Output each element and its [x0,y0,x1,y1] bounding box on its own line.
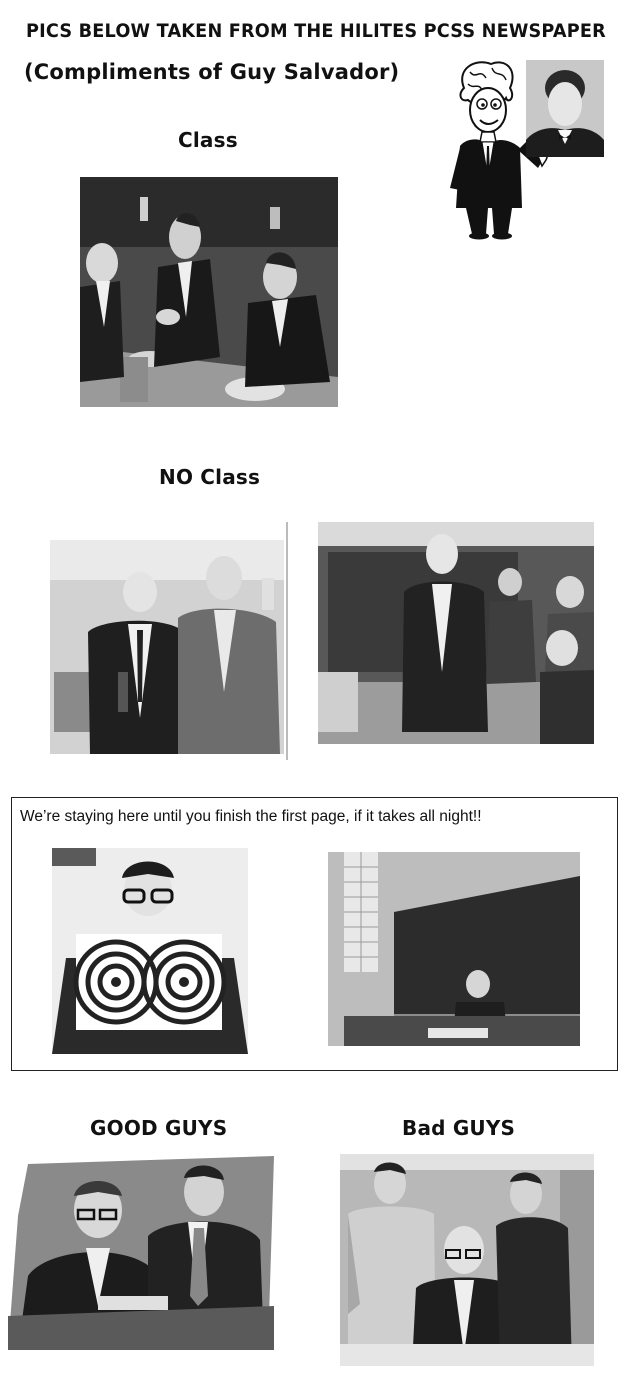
class-photo [80,177,338,407]
caption-text: We’re staying here until you finish the first page, if it takes all night!! [20,808,482,825]
no-class-photo-left [18,522,288,760]
good-guys-photo [8,1156,274,1350]
class-heading: Class [178,128,238,152]
page-title: PICS BELOW TAKEN FROM THE HILITES PCSS NEWSPAPER [26,20,606,42]
teacher-at-desk-photo [328,852,580,1046]
good-guys-heading: GOOD GUYS [90,1116,228,1140]
portrait-photo [526,60,604,157]
student-reading-photo [52,848,248,1054]
no-class-heading: NO Class [159,465,261,489]
page-subtitle: (Compliments of Guy Salvador) [24,60,400,84]
bad-guys-heading: Bad GUYS [402,1116,516,1140]
bad-guys-photo [340,1154,594,1366]
no-class-photo-right [318,522,594,744]
